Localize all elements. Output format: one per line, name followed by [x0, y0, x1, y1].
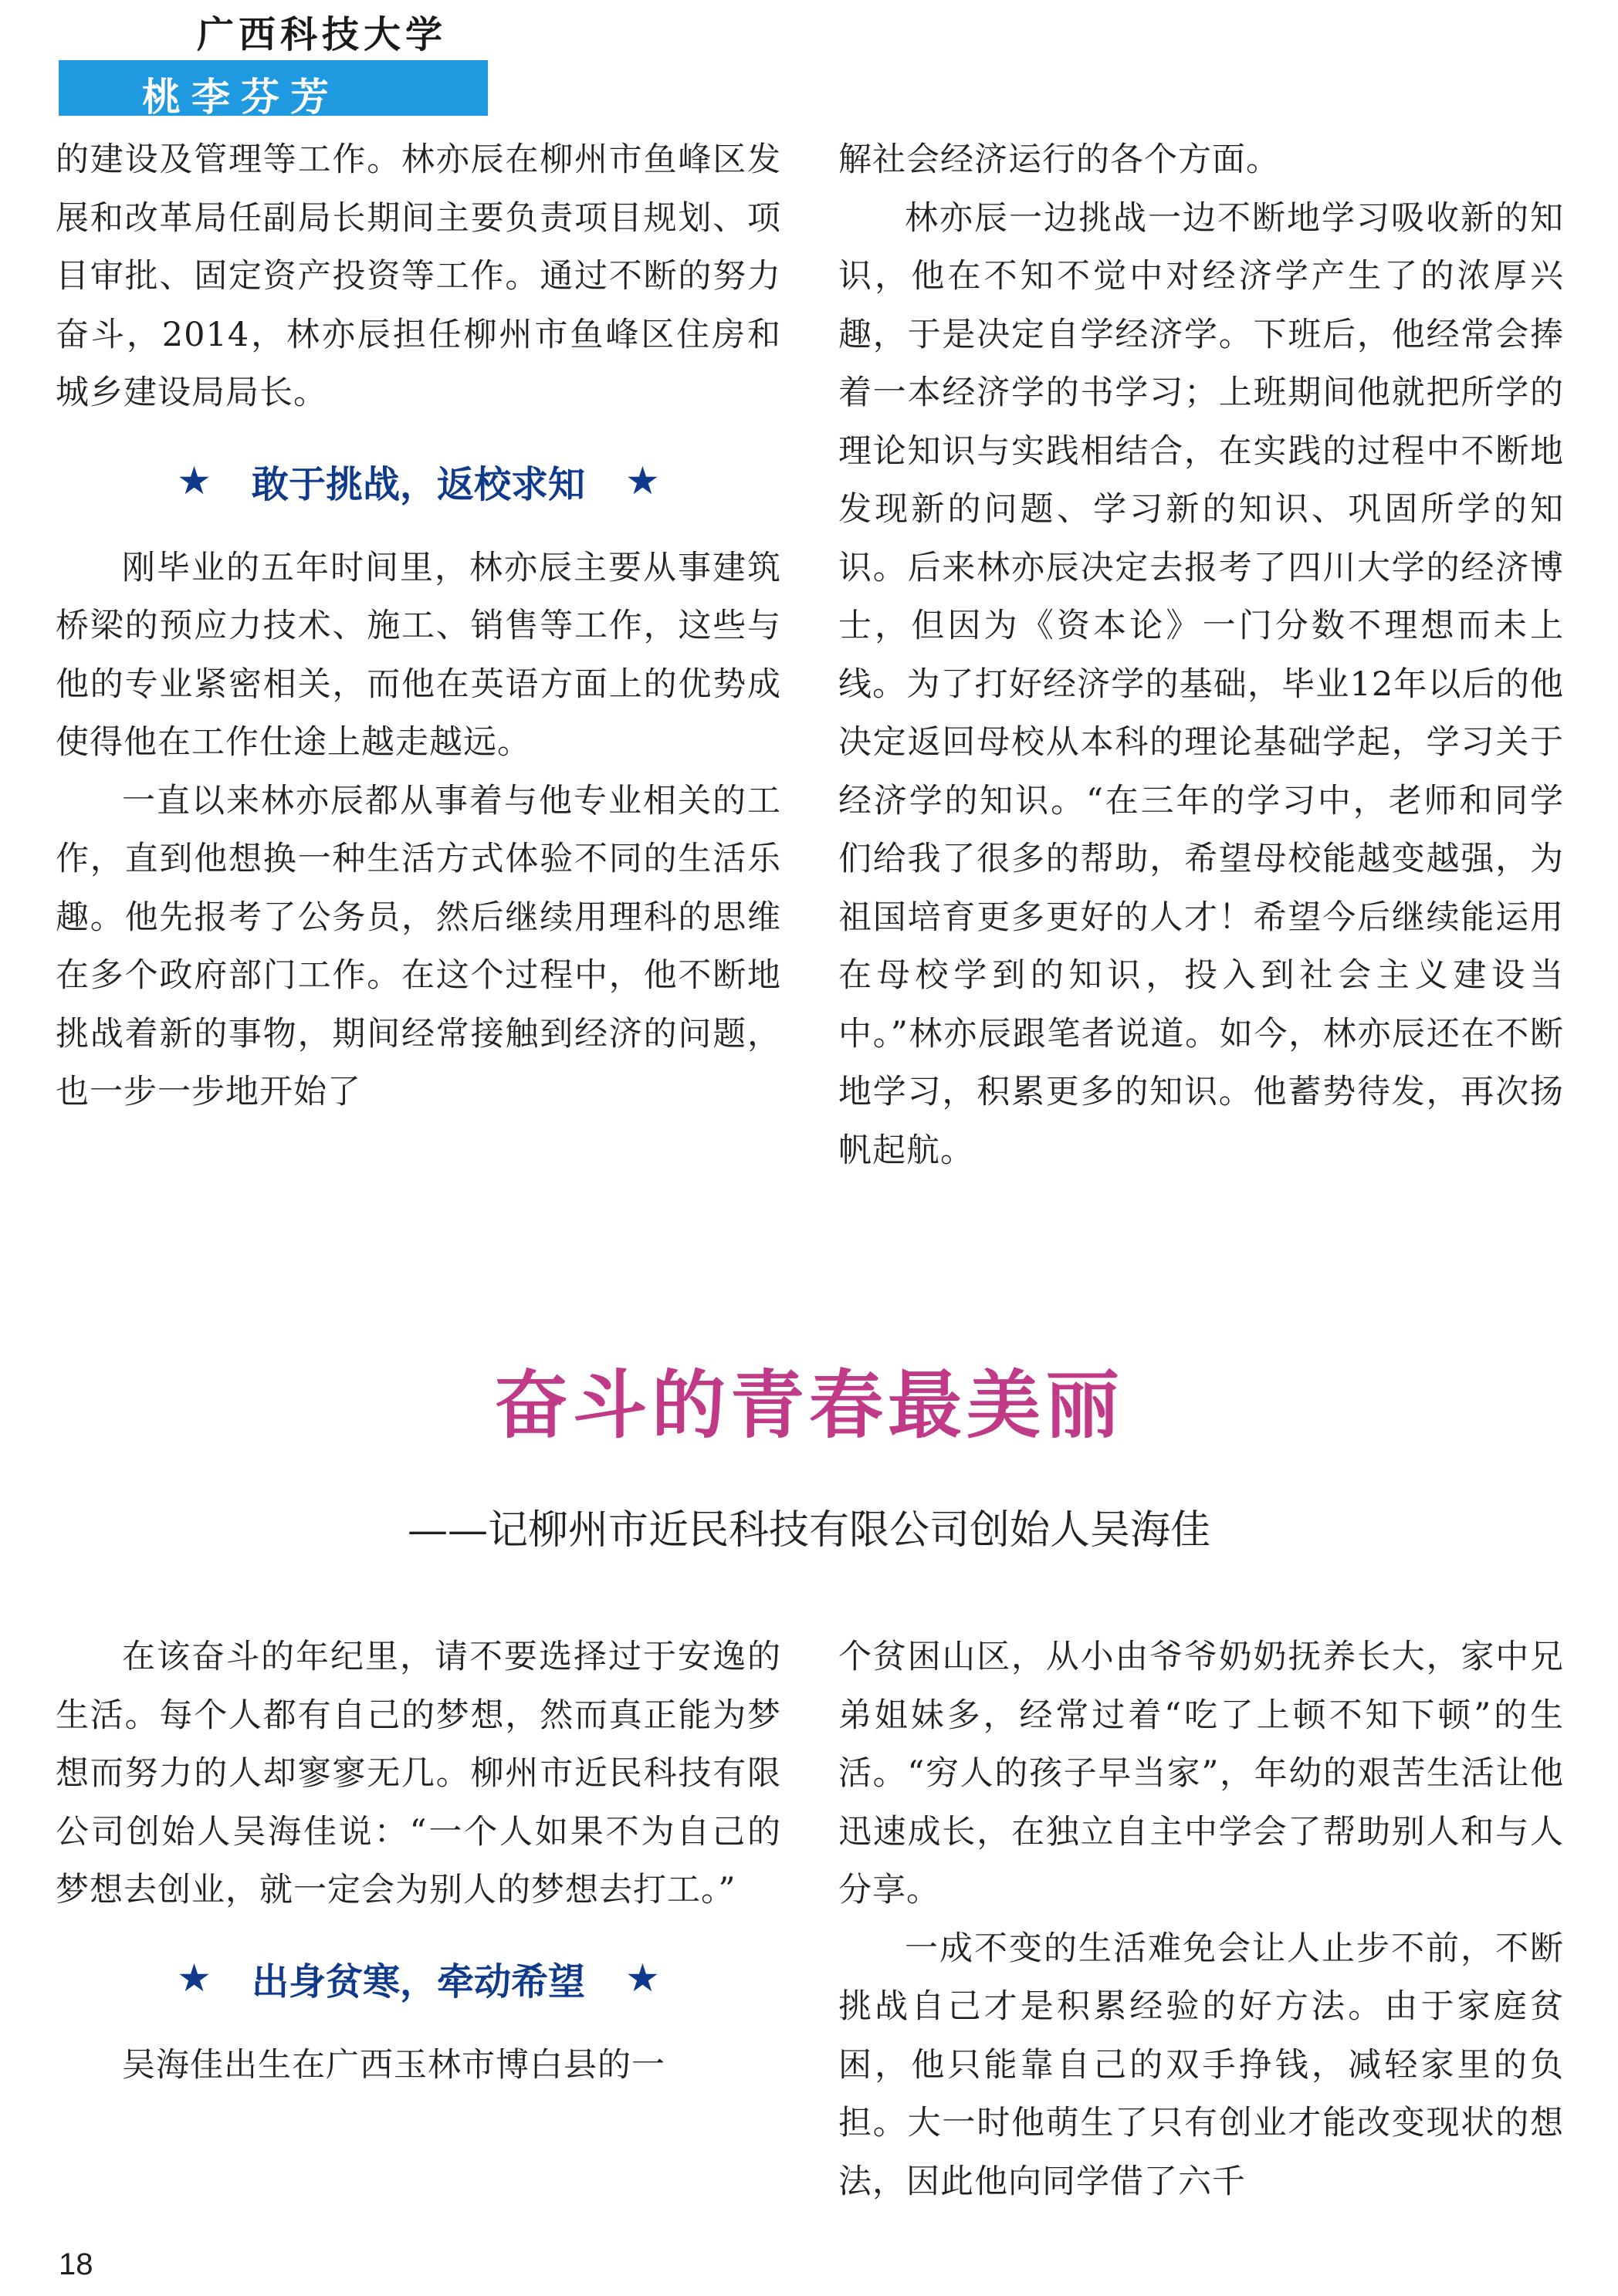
star-icon: ★	[177, 458, 212, 503]
article2-section-heading	[56, 1920, 781, 2037]
article2-left-column	[56, 1628, 781, 2095]
article2-title: 奋斗的青春最美丽	[494, 1361, 1124, 1449]
article1-left-column	[56, 131, 781, 1122]
article2-subtitle: ——记柳州市近民科技有限公司创始人吴海佳	[407, 1507, 1210, 1554]
page-number: 18	[59, 2247, 93, 2281]
article2-paragraph: 吴海佳出生在广西玉林市博白县的一	[122, 2045, 665, 2085]
section-heading-text: 敢于挑战，返校求知	[251, 462, 585, 506]
article1-right-column	[838, 131, 1564, 1180]
university-name: 广西科技大学	[197, 13, 448, 56]
article1-paragraph: 一直以来林亦辰都从事着与他专业相关的工作，直到他想换一种生活方式体验不同的生活乐趣。他先报考了公务员，然后继续用理科的思维在多个政府部门工作。在这个过程中，他不断地挑战着新的事物，期间经常接触到经济的问题，也一步一步地开始了	[56, 781, 781, 1111]
column-banner	[59, 60, 488, 120]
star-icon: ★	[177, 1956, 212, 2000]
article1-paragraph: 解社会经济运行的各个方面。	[838, 140, 1280, 179]
article2-paragraph: 个贫困山区，从小由爷爷奶奶抚养长大，家中兄弟姐妹多，经常过着“吃了上顿不知下顿”的生活。“穷人的孩子早当家”，年幼的艰苦生活让他迅速成长，在独立自主中学会了帮助别人和与人分享。	[838, 1638, 1564, 1909]
star-icon: ★	[625, 1956, 660, 2000]
article1-paragraph: 刚毕业的五年时间里，林亦辰主要从事建筑桥梁的预应力技术、施工、销售等工作，这些与他的专业紧密相关，而他在英语方面上的优势成使得他在工作仕途上越走越远。	[56, 548, 781, 762]
article1-paragraph: 林亦辰一边挑战一边不断地学习吸收新的知识，他在不知不觉中对经济学产生了的浓厚兴趣，于是决定自学经济学。下班后，他经常会捧着一本经济学的书学习；上班期间他就把所学的理论知识与实践相结合，在实践的过程中不断地发现新的问题、学习新的知识、巩固所学的知识。后来林亦辰决定去报考了四川大学的经济博士，但因为《资本论》一门分数不理想而未上线。为了打好经济学的基础，毕业12年以后的他决定返回母校从本科的理论基础学起，学习关于经济学的知识。“在三年的学习中，老师和同学们给我了很多的帮助，希望母校能越变越强，为祖国培育更多更好的人才！希望今后继续能运用在母校学到的知识，投入到社会主义建设当中。”林亦辰跟笔者说道。如今，林亦辰还在不断地学习，积累更多的知识。他蓄势待发，再次扬帆起航。	[838, 198, 1564, 1170]
column-name: 桃李芬芳	[142, 75, 340, 120]
article2-right-column	[838, 1628, 1564, 2211]
star-icon: ★	[625, 458, 660, 503]
article1-section-heading	[56, 423, 781, 539]
article2-paragraph: 在该奋斗的年纪里，请不要选择过于安逸的生活。每个人都有自己的梦想，然而真正能为梦想而努力的人却寥寥无几。柳州市近民科技有限公司创始人吴海佳说：“一个人如果不为自己的梦想去创业，就一定会为别人的梦想去打工。”	[56, 1638, 781, 1909]
article1-paragraph: 的建设及管理等工作。林亦辰在柳州市鱼峰区发展和改革局任副局长期间主要负责项目规划、项目审批、固定资产投资等工作。通过不断的努力奋斗，2014，林亦辰担任柳州市鱼峰区住房和城乡建设局局长。	[56, 140, 781, 412]
article2-paragraph: 一成不变的生活难免会让人止步不前，不断挑战自己才是积累经验的好方法。由于家庭贫困，他只能靠自己的双手挣钱，减轻家里的负担。大一时他萌生了只有创业才能改变现状的想法，因此他向同学借了六千	[838, 1929, 1564, 2201]
section-heading-text: 出身贫寒，牵动希望	[251, 1960, 585, 2004]
